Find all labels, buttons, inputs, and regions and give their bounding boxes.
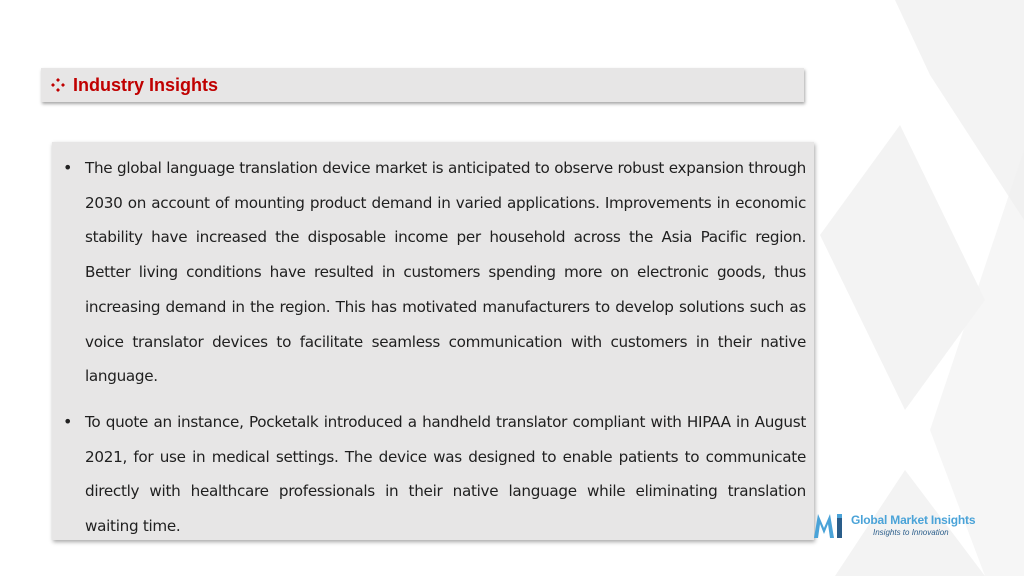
logo-tagline: Insights to Innovation <box>873 528 949 537</box>
section-header <box>41 68 804 102</box>
logo-name: Global Market Insights <box>851 513 976 527</box>
company-logo <box>812 508 977 544</box>
list-item <box>60 151 806 394</box>
bullet-dot-icon: • <box>63 411 73 431</box>
content-panel <box>52 142 814 540</box>
diamond-bullet-icon <box>50 77 66 93</box>
bullet-list <box>60 151 806 544</box>
bullet-text: To quote an instance, Pocketalk introduced a handheld translator compliant with HIPAA in August 2021, for use in medical settings. The device was designed to enable patients to communicate directly with healthcare professionals in their native language while eliminating translation waiting time. <box>85 412 806 536</box>
section-title: Industry Insights <box>73 74 219 95</box>
gmi-logo-icon <box>812 508 848 544</box>
bullet-dot-icon: • <box>63 158 73 177</box>
bullet-text: The global language translation device market is anticipated to observe robust expansion through 2030 on account of mounting product demand in varied applications. Improvements in economic stability have increased the disposable income per household across the Asia Pacific region. Better living conditions have resulted in customers spending more on electronic goods, thus increasing demand in the region. This has motivated manufacturers to develop solutions such as voice translator devices to facilitate seamless communication with customers in their native language. <box>85 159 806 386</box>
list-item <box>60 405 806 544</box>
